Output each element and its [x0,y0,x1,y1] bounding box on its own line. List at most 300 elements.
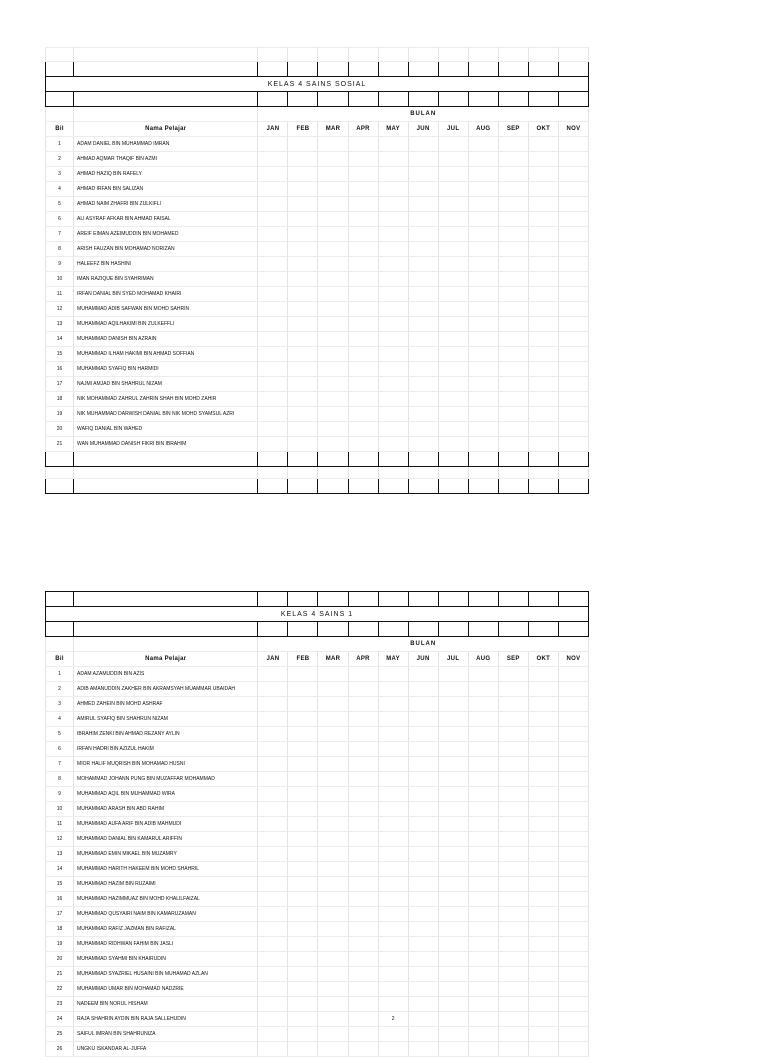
mark-cell-apr[interactable] [348,862,378,877]
mark-cell-aug[interactable] [468,937,498,952]
mark-cell-mar[interactable] [318,802,348,817]
mark-cell-okt[interactable] [528,742,558,757]
mark-cell-jan[interactable] [258,727,288,742]
mark-cell-jan[interactable] [258,892,288,907]
mark-cell-jul[interactable] [438,967,468,982]
empty-cell[interactable] [498,48,528,62]
mark-cell-okt[interactable] [528,772,558,787]
mark-cell-sep[interactable] [498,392,528,407]
mark-cell-feb[interactable] [288,212,318,227]
mark-cell-aug[interactable] [468,907,498,922]
mark-cell-nov[interactable] [558,832,588,847]
mark-cell-jan[interactable] [258,757,288,772]
mark-cell-feb[interactable] [288,407,318,422]
mark-cell-may[interactable] [378,757,408,772]
mark-cell-jun[interactable] [408,892,438,907]
mark-cell-jan[interactable] [258,832,288,847]
mark-cell-aug[interactable] [468,287,498,302]
mark-cell-apr[interactable] [348,407,378,422]
mark-cell-jul[interactable] [438,667,468,682]
mark-cell-sep[interactable] [498,847,528,862]
empty-cell[interactable] [348,467,378,479]
empty-cell[interactable] [438,62,468,77]
mark-cell-nov[interactable] [558,272,588,287]
mark-cell-may[interactable] [378,697,408,712]
mark-cell-jun[interactable] [408,847,438,862]
mark-cell-okt[interactable] [528,212,558,227]
mark-cell-okt[interactable] [528,242,558,257]
empty-cell[interactable] [408,92,438,107]
mark-cell-apr[interactable] [348,922,378,937]
mark-cell-aug[interactable] [468,332,498,347]
mark-cell-sep[interactable] [498,347,528,362]
empty-cell[interactable] [498,92,528,107]
mark-cell-nov[interactable] [558,287,588,302]
mark-cell-jul[interactable] [438,877,468,892]
mark-cell-okt[interactable] [528,862,558,877]
mark-cell-aug[interactable] [468,682,498,697]
mark-cell-jan[interactable] [258,817,288,832]
empty-cell[interactable] [408,479,438,494]
mark-cell-aug[interactable] [468,227,498,242]
mark-cell-jan[interactable] [258,407,288,422]
mark-cell-mar[interactable] [318,757,348,772]
mark-cell-jul[interactable] [438,392,468,407]
empty-cell[interactable] [46,622,74,637]
mark-cell-may[interactable] [378,967,408,982]
mark-cell-feb[interactable] [288,257,318,272]
mark-cell-nov[interactable] [558,302,588,317]
empty-cell[interactable] [318,479,348,494]
mark-cell-may[interactable] [378,167,408,182]
mark-cell-feb[interactable] [288,892,318,907]
mark-cell-jan[interactable] [258,922,288,937]
empty-cell[interactable] [258,92,288,107]
mark-cell-apr[interactable] [348,1042,378,1057]
mark-cell-nov[interactable] [558,197,588,212]
mark-cell-jul[interactable] [438,817,468,832]
mark-cell-may[interactable] [378,392,408,407]
mark-cell-sep[interactable] [498,787,528,802]
empty-cell[interactable] [258,48,288,62]
mark-cell-apr[interactable] [348,197,378,212]
mark-cell-apr[interactable] [348,757,378,772]
mark-cell-may[interactable] [378,227,408,242]
mark-cell-jul[interactable] [438,332,468,347]
mark-cell-mar[interactable] [318,197,348,212]
mark-cell-mar[interactable] [318,377,348,392]
mark-cell-okt[interactable] [528,332,558,347]
mark-cell-jun[interactable] [408,967,438,982]
mark-cell-apr[interactable] [348,242,378,257]
empty-cell[interactable] [558,62,588,77]
mark-cell-okt[interactable] [528,832,558,847]
mark-cell-sep[interactable] [498,377,528,392]
mark-cell-may[interactable] [378,152,408,167]
mark-cell-nov[interactable] [558,407,588,422]
mark-cell-may[interactable] [378,787,408,802]
mark-cell-feb[interactable] [288,1012,318,1027]
mark-cell-mar[interactable] [318,742,348,757]
mark-cell-may[interactable] [378,682,408,697]
mark-cell-mar[interactable] [318,1027,348,1042]
mark-cell-mar[interactable] [318,907,348,922]
mark-cell-feb[interactable] [288,1042,318,1057]
mark-cell-may[interactable] [378,257,408,272]
mark-cell-nov[interactable] [558,847,588,862]
empty-cell[interactable] [528,479,558,494]
mark-cell-jun[interactable] [408,922,438,937]
mark-cell-aug[interactable] [468,212,498,227]
empty-cell[interactable] [288,62,318,77]
empty-cell[interactable] [74,62,258,77]
empty-cell[interactable] [528,62,558,77]
empty-cell[interactable] [258,452,288,467]
mark-cell-feb[interactable] [288,727,318,742]
mark-cell-jul[interactable] [438,347,468,362]
mark-cell-mar[interactable] [318,667,348,682]
mark-cell-jul[interactable] [438,422,468,437]
mark-cell-may[interactable] [378,727,408,742]
mark-cell-sep[interactable] [498,152,528,167]
mark-cell-jan[interactable] [258,667,288,682]
mark-cell-aug[interactable] [468,1042,498,1057]
mark-cell-jun[interactable] [408,1012,438,1027]
mark-cell-feb[interactable] [288,317,318,332]
mark-cell-okt[interactable] [528,922,558,937]
empty-cell[interactable] [378,622,408,637]
mark-cell-feb[interactable] [288,437,318,452]
mark-cell-feb[interactable] [288,332,318,347]
mark-cell-jul[interactable] [438,847,468,862]
mark-cell-jul[interactable] [438,152,468,167]
mark-cell-jan[interactable] [258,182,288,197]
mark-cell-may[interactable] [378,212,408,227]
mark-cell-okt[interactable] [528,287,558,302]
mark-cell-apr[interactable] [348,727,378,742]
mark-cell-jan[interactable] [258,422,288,437]
mark-cell-jan[interactable] [258,332,288,347]
mark-cell-jul[interactable] [438,982,468,997]
mark-cell-apr[interactable] [348,772,378,787]
mark-cell-nov[interactable] [558,347,588,362]
mark-cell-jun[interactable] [408,272,438,287]
mark-cell-feb[interactable] [288,832,318,847]
empty-cell[interactable] [378,592,408,607]
empty-cell[interactable] [528,467,558,479]
mark-cell-jul[interactable] [438,167,468,182]
mark-cell-jul[interactable] [438,407,468,422]
mark-cell-mar[interactable] [318,182,348,197]
mark-cell-jan[interactable] [258,697,288,712]
empty-cell[interactable] [438,452,468,467]
mark-cell-okt[interactable] [528,227,558,242]
mark-cell-may[interactable] [378,362,408,377]
mark-cell-jul[interactable] [438,227,468,242]
mark-cell-jul[interactable] [438,997,468,1012]
empty-cell[interactable] [348,62,378,77]
mark-cell-okt[interactable] [528,182,558,197]
mark-cell-mar[interactable] [318,682,348,697]
mark-cell-sep[interactable] [498,997,528,1012]
mark-cell-jul[interactable] [438,1012,468,1027]
mark-cell-may[interactable] [378,892,408,907]
mark-cell-jan[interactable] [258,997,288,1012]
mark-cell-apr[interactable] [348,422,378,437]
mark-cell-jan[interactable] [258,802,288,817]
mark-cell-jan[interactable] [258,742,288,757]
mark-cell-jan[interactable] [258,1042,288,1057]
empty-cell[interactable] [74,467,258,479]
mark-cell-aug[interactable] [468,182,498,197]
mark-cell-feb[interactable] [288,667,318,682]
mark-cell-feb[interactable] [288,997,318,1012]
mark-cell-jul[interactable] [438,242,468,257]
empty-cell[interactable] [498,592,528,607]
mark-cell-may[interactable] [378,422,408,437]
empty-cell[interactable] [74,92,258,107]
empty-cell[interactable] [258,62,288,77]
mark-cell-jan[interactable] [258,257,288,272]
empty-cell[interactable] [318,592,348,607]
mark-cell-okt[interactable] [528,877,558,892]
mark-cell-nov[interactable] [558,697,588,712]
mark-cell-feb[interactable] [288,802,318,817]
mark-cell-mar[interactable] [318,847,348,862]
mark-cell-may[interactable] [378,137,408,152]
mark-cell-apr[interactable] [348,697,378,712]
mark-cell-feb[interactable] [288,392,318,407]
mark-cell-nov[interactable] [558,787,588,802]
mark-cell-okt[interactable] [528,802,558,817]
empty-cell[interactable] [288,592,318,607]
mark-cell-sep[interactable] [498,772,528,787]
empty-cell[interactable] [318,48,348,62]
empty-cell[interactable] [74,48,258,62]
mark-cell-nov[interactable] [558,227,588,242]
mark-cell-sep[interactable] [498,682,528,697]
empty-cell[interactable] [468,92,498,107]
mark-cell-mar[interactable] [318,242,348,257]
mark-cell-mar[interactable] [318,772,348,787]
mark-cell-feb[interactable] [288,152,318,167]
mark-cell-jun[interactable] [408,727,438,742]
mark-cell-mar[interactable] [318,212,348,227]
mark-cell-sep[interactable] [498,757,528,772]
mark-cell-jan[interactable] [258,862,288,877]
mark-cell-jul[interactable] [438,437,468,452]
mark-cell-mar[interactable] [318,892,348,907]
mark-cell-jan[interactable] [258,847,288,862]
mark-cell-jan[interactable] [258,137,288,152]
empty-cell[interactable] [258,479,288,494]
mark-cell-nov[interactable] [558,242,588,257]
mark-cell-jul[interactable] [438,742,468,757]
mark-cell-aug[interactable] [468,137,498,152]
mark-cell-nov[interactable] [558,1042,588,1057]
mark-cell-apr[interactable] [348,1012,378,1027]
empty-cell[interactable] [468,48,498,62]
mark-cell-apr[interactable] [348,392,378,407]
mark-cell-nov[interactable] [558,392,588,407]
empty-cell[interactable] [258,592,288,607]
mark-cell-apr[interactable] [348,787,378,802]
empty-cell[interactable] [528,92,558,107]
mark-cell-apr[interactable] [348,997,378,1012]
mark-cell-apr[interactable] [348,907,378,922]
mark-cell-sep[interactable] [498,182,528,197]
mark-cell-jun[interactable] [408,772,438,787]
mark-cell-okt[interactable] [528,982,558,997]
mark-cell-nov[interactable] [558,332,588,347]
mark-cell-aug[interactable] [468,697,498,712]
empty-cell[interactable] [348,48,378,62]
mark-cell-sep[interactable] [498,727,528,742]
mark-cell-nov[interactable] [558,712,588,727]
mark-cell-mar[interactable] [318,922,348,937]
mark-cell-aug[interactable] [468,302,498,317]
mark-cell-may[interactable] [378,272,408,287]
mark-cell-jul[interactable] [438,1027,468,1042]
mark-cell-apr[interactable] [348,347,378,362]
mark-cell-jun[interactable] [408,437,438,452]
mark-cell-may[interactable] [378,862,408,877]
empty-cell[interactable] [46,479,74,494]
mark-cell-mar[interactable] [318,952,348,967]
empty-cell[interactable] [528,622,558,637]
mark-cell-aug[interactable] [468,757,498,772]
mark-cell-jun[interactable] [408,302,438,317]
mark-cell-jun[interactable] [408,952,438,967]
mark-cell-jan[interactable] [258,982,288,997]
mark-cell-apr[interactable] [348,967,378,982]
mark-cell-mar[interactable] [318,362,348,377]
mark-cell-feb[interactable] [288,772,318,787]
mark-cell-may[interactable] [378,437,408,452]
empty-cell[interactable] [438,479,468,494]
mark-cell-jun[interactable] [408,982,438,997]
mark-cell-nov[interactable] [558,757,588,772]
mark-cell-mar[interactable] [318,437,348,452]
empty-cell[interactable] [378,467,408,479]
mark-cell-okt[interactable] [528,892,558,907]
mark-cell-jan[interactable] [258,907,288,922]
mark-cell-nov[interactable] [558,182,588,197]
empty-cell[interactable] [288,452,318,467]
mark-cell-okt[interactable] [528,302,558,317]
mark-cell-jun[interactable] [408,377,438,392]
mark-cell-nov[interactable] [558,212,588,227]
mark-cell-okt[interactable] [528,727,558,742]
empty-cell[interactable] [408,622,438,637]
empty-cell[interactable] [528,48,558,62]
mark-cell-okt[interactable] [528,682,558,697]
mark-cell-jun[interactable] [408,682,438,697]
mark-cell-nov[interactable] [558,1012,588,1027]
mark-cell-aug[interactable] [468,422,498,437]
mark-cell-sep[interactable] [498,167,528,182]
mark-cell-may[interactable] [378,802,408,817]
mark-cell-jun[interactable] [408,877,438,892]
mark-cell-jan[interactable] [258,362,288,377]
mark-cell-okt[interactable] [528,137,558,152]
mark-cell-sep[interactable] [498,967,528,982]
mark-cell-okt[interactable] [528,1012,558,1027]
mark-cell-apr[interactable] [348,802,378,817]
mark-cell-jan[interactable] [258,212,288,227]
mark-cell-sep[interactable] [498,907,528,922]
mark-cell-jul[interactable] [438,862,468,877]
empty-cell[interactable] [288,622,318,637]
mark-cell-jul[interactable] [438,802,468,817]
mark-cell-okt[interactable] [528,907,558,922]
mark-cell-jul[interactable] [438,832,468,847]
mark-cell-jul[interactable] [438,937,468,952]
mark-cell-jun[interactable] [408,1042,438,1057]
mark-cell-may[interactable] [378,347,408,362]
empty-cell[interactable] [378,452,408,467]
empty-cell[interactable] [408,592,438,607]
mark-cell-nov[interactable] [558,862,588,877]
mark-cell-jul[interactable] [438,1042,468,1057]
empty-cell[interactable] [408,62,438,77]
mark-cell-jan[interactable] [258,392,288,407]
mark-cell-jan[interactable] [258,347,288,362]
mark-cell-sep[interactable] [498,242,528,257]
mark-cell-nov[interactable] [558,742,588,757]
mark-cell-okt[interactable] [528,712,558,727]
empty-cell[interactable] [318,62,348,77]
empty-cell[interactable] [46,92,74,107]
mark-cell-aug[interactable] [468,877,498,892]
empty-cell[interactable] [468,467,498,479]
mark-cell-sep[interactable] [498,1027,528,1042]
empty-cell[interactable] [498,62,528,77]
mark-cell-aug[interactable] [468,407,498,422]
mark-cell-may[interactable] [378,997,408,1012]
mark-cell-aug[interactable] [468,272,498,287]
mark-cell-sep[interactable] [498,272,528,287]
empty-cell[interactable] [408,48,438,62]
mark-cell-may[interactable] [378,982,408,997]
mark-cell-apr[interactable] [348,257,378,272]
mark-cell-aug[interactable] [468,197,498,212]
mark-cell-aug[interactable] [468,787,498,802]
mark-cell-okt[interactable] [528,437,558,452]
mark-cell-mar[interactable] [318,152,348,167]
mark-cell-feb[interactable] [288,272,318,287]
mark-cell-feb[interactable] [288,982,318,997]
mark-cell-aug[interactable] [468,817,498,832]
mark-cell-nov[interactable] [558,682,588,697]
mark-cell-sep[interactable] [498,952,528,967]
empty-cell[interactable] [46,62,74,77]
mark-cell-okt[interactable] [528,817,558,832]
mark-cell-nov[interactable] [558,152,588,167]
mark-cell-aug[interactable] [468,317,498,332]
mark-cell-apr[interactable] [348,667,378,682]
mark-cell-may[interactable] [378,377,408,392]
mark-cell-mar[interactable] [318,392,348,407]
mark-cell-jan[interactable] [258,967,288,982]
empty-cell[interactable] [288,467,318,479]
mark-cell-feb[interactable] [288,817,318,832]
mark-cell-may[interactable] [378,242,408,257]
empty-cell[interactable] [46,107,74,122]
mark-cell-sep[interactable] [498,862,528,877]
mark-cell-nov[interactable] [558,437,588,452]
mark-cell-mar[interactable] [318,227,348,242]
